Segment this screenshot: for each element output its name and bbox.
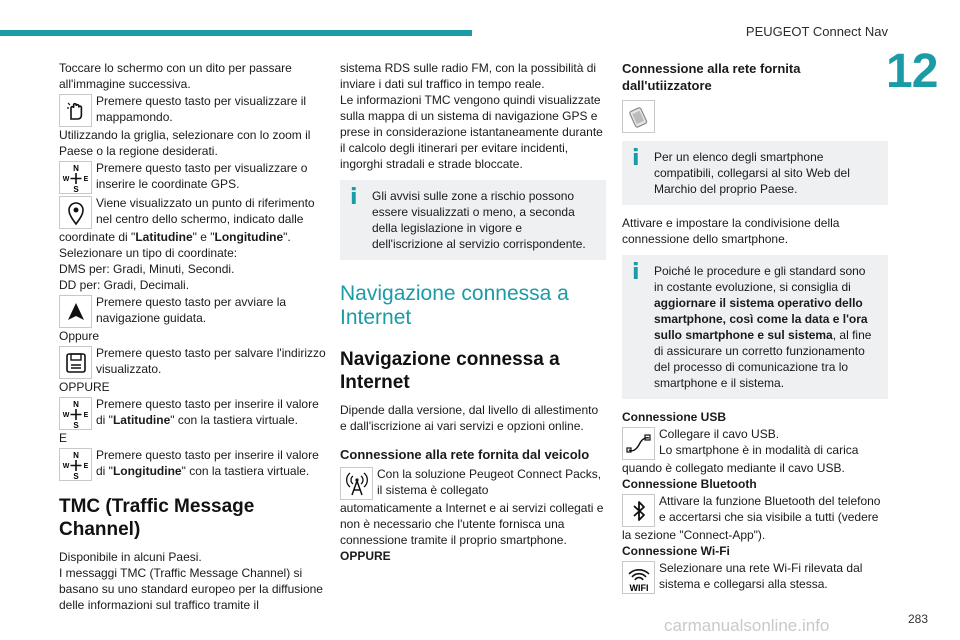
wifi-icon [622,561,655,594]
svg-text:E: E [83,411,88,419]
paragraph: Attivare e impostare la condivisione della connessione dello smartphone. [622,216,840,246]
instruction-text: Premere questo tasto per avviare la navigazione guidata. [96,295,287,325]
section-title: Navigazione connessa a Internet [340,282,569,329]
instruction-text: Premere questo tasto per visualizzare il mappamondo. [96,94,307,124]
text-bold: Longitudine [214,230,284,244]
compass-icon [59,161,92,194]
instruction-text: Selezionare una rete Wi-Fi rilevata dal sistema e collegarsi alla stessa. [659,561,863,591]
compass-icon [59,397,92,430]
smartphone-icon [622,100,655,133]
navigation-arrow-icon [59,295,92,328]
text-bold: Longitudine [112,464,182,478]
instruction-longitude [59,448,327,481]
instruction-usb [622,427,888,460]
svg-text:N: N [72,450,79,460]
header-title: PEUGEOT Connect Nav [745,24,888,39]
paragraph: E [59,431,68,445]
location-pin-icon [59,196,92,229]
paragraph: DMS per: Gradi, Minuti, Secondi. [59,262,235,276]
instruction-text: Premere questo tasto per visualizzare o inserire le coordinate GPS. [96,161,308,191]
compass-icon [59,448,92,481]
instruction-antenna [340,467,606,500]
instruction-compass [59,161,327,194]
paragraph: Utilizzando la griglia, selezionare con lo zoom il Paese o la regione desiderati. [59,128,311,158]
text: Lo smartphone è in modalità di carica [659,443,859,457]
info-text: Gli avvisi sulle zone a rischio possono essere visualizzati o meno, a seconda della legislazione in vigore e dell'iscrizione al servizio corrispondente. [372,189,586,251]
instruction-save [59,346,327,379]
text: coordinate di " [59,230,136,244]
paragraph: OPPURE [59,380,110,394]
text: Premere questo tasto per inserire il valore di " [96,448,319,478]
text: Premere questo tasto per inserire il valore di " [96,397,319,427]
paragraph: Selezionare un tipo di coordinate: [59,246,238,260]
subheading-wifi: Connessione Wi-Fi [622,544,730,558]
instruction-pin [59,196,327,229]
paragraph: Toccare lo schermo con un dito per passare all'immagine successiva. [59,61,292,91]
instruction-text [96,396,327,428]
info-icon: i [632,260,640,285]
instruction-bluetooth [622,494,888,527]
usb-cable-icon [622,427,655,460]
bluetooth-icon [622,494,655,527]
paragraph: Oppure [59,329,100,343]
wifi-icon-label: WIFI [629,582,648,592]
paragraph: DD per: Gradi, Decimali. [59,278,190,292]
subheading-usb: Connessione USB [622,410,727,424]
instruction-navigate [59,295,327,328]
heading: Navigazione connessa a Internet [340,349,560,393]
svg-text:N: N [72,163,79,173]
text: Collegare il cavo USB. [659,427,780,441]
text: " con la tastiera virtuale. [170,413,298,427]
info-icon: i [350,185,358,210]
svg-text:E: E [83,175,88,183]
paragraph: OPPURE [340,549,391,563]
svg-text:W: W [62,175,69,183]
info-box [340,180,606,260]
subheading: Connessione alla rete fornita dal veicolo [340,447,590,462]
paragraph: automaticamente a Internet e ai servizi collegati e non è necessario che l'utente fornisca una connessione tramite il proprio smartphone. [340,501,604,547]
column-3 [622,60,888,594]
section-heading-tmc: TMC (Traffic Message Channel) [59,496,255,540]
info-box [622,141,888,205]
paragraph: Dipende dalla versione, dal livello di allestimento e dall'iscrizione ai vari servizi e opzioni online. [340,403,599,433]
text-bold: Latitudine [135,230,193,244]
text: ". [283,230,291,244]
svg-text:W: W [62,411,69,419]
instruction-text: Premere questo tasto per salvare l'indirizzo visualizzato. [96,346,326,376]
svg-text:E: E [83,462,88,470]
column-2 [340,60,606,564]
subheading-bluetooth: Connessione Bluetooth [622,477,757,491]
instruction-text: Viene visualizzato un punto di riferimento nel centro dello schermo, indicato dalle [96,196,315,226]
text: , al fine di assicurare un corretto funzionamento del processo di comunicazione tra lo smartphone e il sistema. [654,328,872,390]
info-text [632,260,878,391]
paragraph: Le informazioni TMC vengono quindi visualizzate sulla mappa di un sistema di navigazione GPS e prese in considerazione istantaneamente durante il calcolo degli itinerari per evitare incidenti, ingorghi stradali e strade bloccate. [340,93,603,171]
paragraph: quando è collegato mediante il cavo USB. [622,461,845,475]
svg-text:S: S [72,420,79,429]
svg-text:N: N [72,399,79,409]
chapter-number: 12 [886,45,938,98]
instruction-text: Attivare la funzione Bluetooth del telefono e accertarsi che sia visibile a tutti (vedere [659,494,881,524]
hand-icon [59,94,92,127]
save-icon [59,346,92,379]
info-text: Per un elenco degli smartphone compatibili, collegarsi al sito Web del Marchio del proprio Paese. [654,150,850,196]
info-box [622,255,888,399]
svg-text:W: W [62,462,69,470]
instruction-text [96,447,327,479]
instruction-wifi [622,561,888,594]
paragraph-coordinates [59,229,327,245]
watermark: carmanualsonline.info [664,616,830,635]
paragraph: I messaggi TMC (Traffic Message Channel) si basano su uno standard europeo per la diffusione delle informazioni sul traffico tramite il [59,566,323,612]
paragraph: Disponibile in alcuni Paesi. [59,550,202,564]
text: Poiché le procedure e gli standard sono in costante evoluzione, si consiglia di [654,264,866,294]
instruction-text [659,426,888,458]
info-icon: i [632,146,640,171]
paragraph: la sezione "Connect-App"). [622,528,766,542]
text: " con la tastiera virtuale. [181,464,310,478]
page-number: 283 [907,612,928,626]
instruction-text: Con la soluzione Peugeot Connect Packs, il sistema è collegato [377,467,602,497]
text-bold: aggiornare il sistema operativo dello smartphone, così come la data e l'ora sullo smartphone e sul sistema [654,296,868,342]
paragraph: sistema RDS sulle radio FM, con la possibilità di inviare i dati sul traffico in tempo reale. [340,61,597,91]
svg-text:S: S [72,471,79,480]
text-bold: Latitudine [112,413,171,427]
instruction-latitude [59,397,327,430]
text: " e " [192,230,215,244]
subheading: Connessione alla rete fornita dall'utiizzatore [622,61,801,93]
header-accent-bar [0,30,472,36]
column-1 [59,60,327,613]
svg-text:S: S [72,184,79,193]
instruction-hand [59,94,327,127]
antenna-icon [340,467,373,500]
